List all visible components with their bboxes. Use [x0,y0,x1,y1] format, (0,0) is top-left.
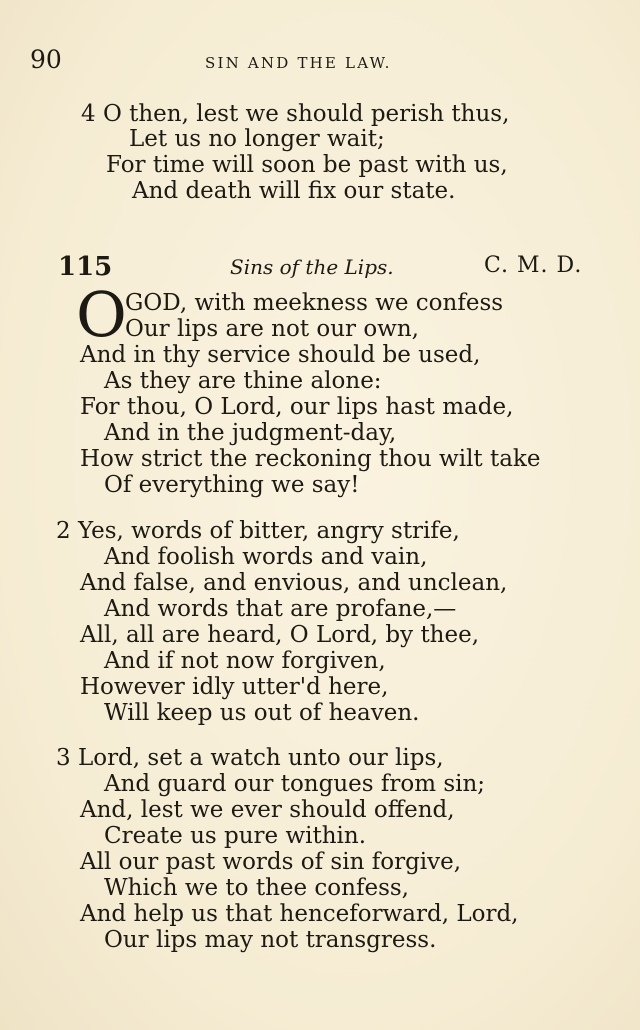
stanza-2-line: 2 Yes, words of bitter, angry strife, [56,518,460,544]
stanza-2-line: However idly utter'd here, [80,674,389,700]
stanza-1-line: Of everything we say! [104,472,360,498]
stanza-3-line: And, lest we ever should offend, [80,797,455,823]
prev-stanza-line: For time will soon be past with us, [106,152,508,178]
stanza-1-line: And in thy service should be used, [80,342,481,368]
page-number: 90 [30,45,62,74]
stanza-1-line: As they are thine alone: [104,368,382,394]
stanza-2-line: And false, and envious, and unclean, [80,570,508,596]
stanza-2-line: And foolish words and vain, [104,544,428,570]
stanza-1-line: Our lips are not our own, [125,316,419,342]
stanza-2-line: And words that are profane,— [104,596,457,622]
stanza-3-line: 3 Lord, set a watch unto our lips, [56,745,444,771]
stanza-3-line: And guard our tongues from sin; [104,771,486,797]
prev-stanza-line: Let us no longer wait; [129,126,385,152]
stanza-3-line: Our lips may not transgress. [104,927,437,953]
stanza-3-line: All our past words of sin forgive, [80,849,462,875]
hymn-number: 115 [58,252,113,282]
drop-cap: O [76,278,127,351]
stanza-1-line: For thou, O Lord, our lips hast made, [80,394,514,420]
running-head: SIN AND THE LAW. [205,54,392,72]
stanza-3-line: And help us that henceforward, Lord, [80,901,519,927]
stanza-2-line: All, all are heard, O Lord, by thee, [80,622,480,648]
stanza-2-line: Will keep us out of heaven. [104,700,420,726]
prev-stanza-line: And death will fix our state. [132,178,456,204]
hymn-meter: C. M. D. [484,253,583,278]
stanza-3-line: Create us pure within. [104,823,367,849]
stanza-1-line: GOD, with meekness we confess [125,290,504,316]
stanza-1-line: How strict the reckoning thou wilt take [80,446,541,472]
stanza-2-line: And if not now forgiven, [104,648,386,674]
hymn-title: Sins of the Lips. [230,255,394,279]
stanza-1-line: And in the judgment-day, [104,420,397,446]
stanza-3-line: Which we to thee confess, [104,875,409,901]
prev-stanza-line: 4 O then, lest we should perish thus, [81,101,510,127]
